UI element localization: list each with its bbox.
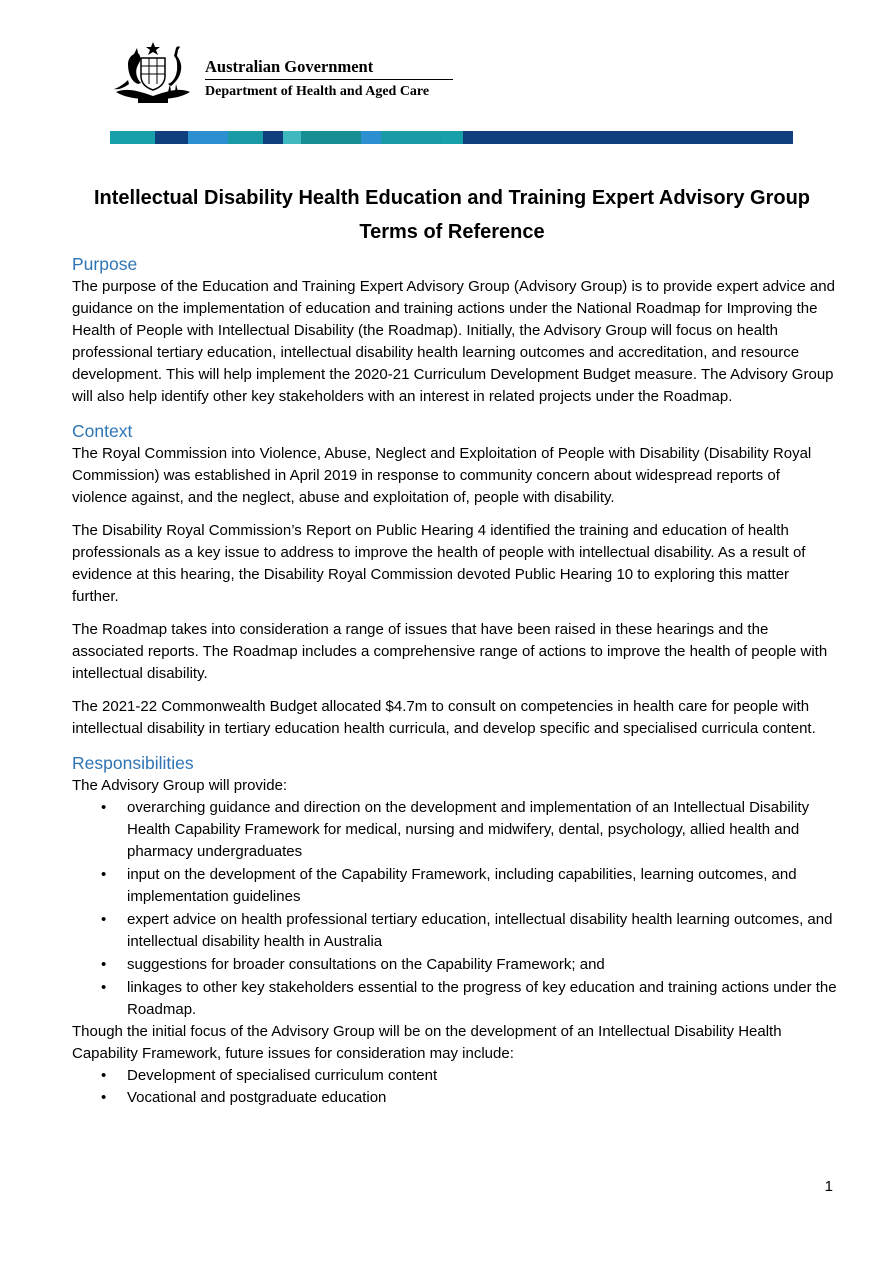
band-segment [188,131,228,144]
department-logo-text [205,56,453,103]
purpose-text: The purpose of the Education and Training Expert Advisory Group (Advisory Group) is to provide expert advice and guidance on the implementation of education and training actions under the National Roadmap for Improving the Health of People with Intellectual Disability (the Roadmap). Initially, the Advisory Group will focus on health professional tertiary education, intellectual disability health learning outcomes and accreditation, and resource development. This will help implement the 2020-21 Curriculum Development Budget measure. The Advisory Group will also help identify other key stakeholders with an interest in related projects under the Roadmap. [72,278,835,405]
band-segment [110,131,155,144]
list-item: • expert advice on health professional tertiary education, intellectual disability health learning outcomes, and intellectual disability health in Australia [127,909,837,953]
band-segment [155,131,188,144]
band-segment [441,131,463,144]
list-item: • linkages to other key stakeholders essential to the progress of key education and training actions under the Roadmap. [127,977,837,1021]
responsibilities-intro: The Advisory Group will provide: [72,777,288,794]
context-paragraph: The Disability Royal Commission’s Report on Public Hearing 4 identified the training and education of health professionals as a key issue to address to improve the health of people with intellectual disability. As a result of evidence at this hearing, the Disability Royal Commission devoted Public Hearing 10 to exploring this matter further. [72,522,806,605]
band-segment [463,131,793,144]
band-segment [263,131,283,144]
page-title [40,181,864,249]
header-color-band [110,131,793,144]
title-line-1: Intellectual Disability Health Education and Training Expert Advisory Group [93,187,811,209]
page-number: 1 [824,1178,833,1195]
title-line-2: Terms of Reference [359,221,545,243]
department-name: Department of Health and Aged Care [205,84,430,99]
band-segment [301,131,361,144]
list-item: • overarching guidance and direction on the development and implementation of an Intellectual Disability Health Capability Framework for medical, nursing and midwifery, dental, psychology, allied health and pharmacy undergraduates [127,797,837,863]
list-item: • input on the development of the Capability Framework, including capabilities, learning outcomes, and implementation guidelines [127,864,837,908]
future-list [72,1065,837,1109]
document-body [72,252,837,1109]
future-intro: Though the initial focus of the Advisory Group will be on the development of an Intellectual Disability Health Capability Framework, future issues for consideration may include: [72,1023,782,1062]
band-segment [381,131,441,144]
context-paragraph: The 2021-22 Commonwealth Budget allocated $4.7m to consult on competencies in health care for people with intellectual disability in tertiary education health curricula, and develop specific and specialised curricula content. [72,698,816,737]
band-segment [361,131,381,144]
context-paragraph: The Royal Commission into Violence, Abuse, Neglect and Exploitation of People with Disability (Disability Royal Commission) was established in April 2019 in response to community concern about widespread reports of violence against, and the neglect, abuse and exploitation of, people with disability. [72,445,812,506]
list-item: • Development of specialised curriculum content [127,1065,837,1087]
responsibilities-list [72,797,837,1021]
context-paragraph: The Roadmap takes into consideration a range of issues that have been raised in these hearings and the associated reports. The Roadmap includes a comprehensive range of actions to improve the health of people with intellectual disability. [72,621,828,682]
gov-title: Australian Government [205,56,453,80]
list-item: • Vocational and postgraduate education [127,1087,837,1109]
band-segment [283,131,301,144]
context-heading: Context [72,421,133,441]
coat-of-arms-icon [110,40,196,106]
band-segment [228,131,263,144]
purpose-heading: Purpose [72,254,138,274]
list-item: • suggestions for broader consultations on the Capability Framework; and [127,954,837,976]
responsibilities-heading: Responsibilities [72,753,194,773]
